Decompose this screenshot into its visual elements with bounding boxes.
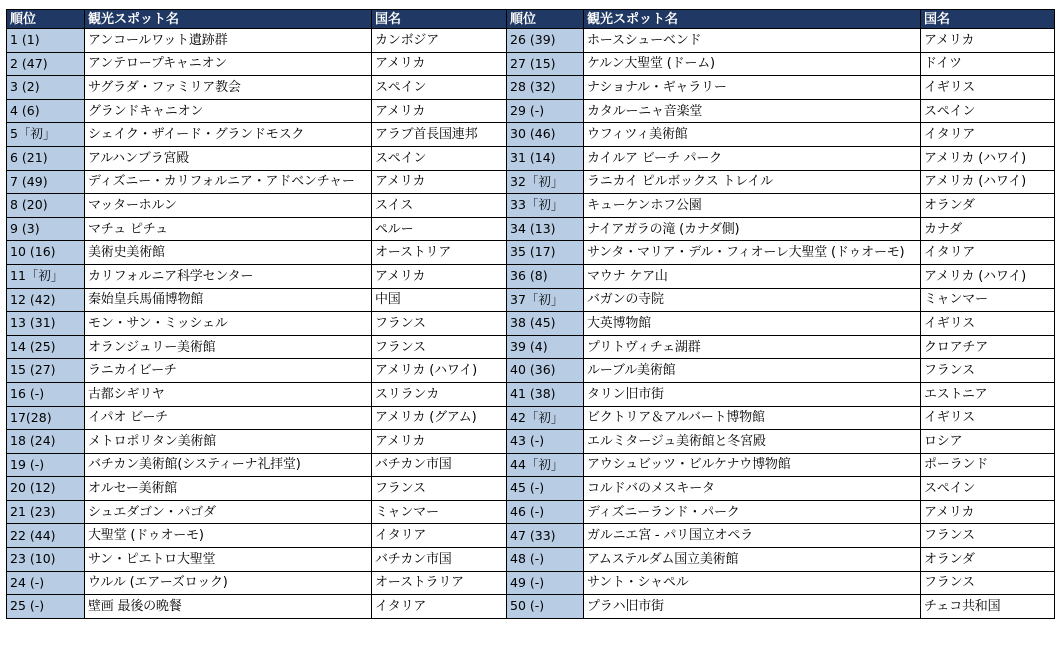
rank-cell: 19 (-): [7, 453, 85, 477]
spot-name-cell: ナショナル・ギャラリー: [584, 76, 921, 100]
country-cell: イタリア: [372, 595, 507, 619]
country-cell: ミャンマー: [372, 500, 507, 524]
rank-cell: 4 (6): [7, 99, 85, 123]
table-body: [7, 29, 1055, 619]
table-row: [7, 382, 1055, 406]
rank-cell: 32「初」: [507, 170, 584, 194]
spot-name-cell: 古都シギリヤ: [85, 382, 372, 406]
table-row: [7, 194, 1055, 218]
rank-cell: 35 (17): [507, 241, 584, 265]
table-row: [7, 430, 1055, 454]
spot-name-cell: 大英博物館: [584, 312, 921, 336]
table-header-row: [7, 10, 1055, 29]
name-header-right: 観光スポット名: [584, 10, 921, 29]
spot-name-cell: オルセー美術館: [85, 477, 372, 501]
spot-name-cell: イパオ ビーチ: [85, 406, 372, 430]
table-row: [7, 477, 1055, 501]
rank-cell: 42「初」: [507, 406, 584, 430]
rank-cell: 41 (38): [507, 382, 584, 406]
spot-name-cell: サグラダ・ファミリア教会: [85, 76, 372, 100]
rank-cell: 48 (-): [507, 548, 584, 572]
table-row: [7, 241, 1055, 265]
spot-name-cell: バチカン美術館(システィーナ礼拝堂): [85, 453, 372, 477]
spot-name-cell: カタルーニャ音楽堂: [584, 99, 921, 123]
spot-name-cell: モン・サン・ミッシェル: [85, 312, 372, 336]
spot-name-cell: サンタ・マリア・デル・フィオーレ大聖堂 (ドゥオーモ): [584, 241, 921, 265]
rank-cell: 45 (-): [507, 477, 584, 501]
spot-name-cell: ガルニエ宮 - パリ国立オペラ: [584, 524, 921, 548]
country-cell: アメリカ: [921, 29, 1055, 53]
table-row: [7, 312, 1055, 336]
rank-cell: 40 (36): [507, 359, 584, 383]
spot-name-cell: エルミタージュ美術館と冬宮殿: [584, 430, 921, 454]
spot-name-cell: マッターホルン: [85, 194, 372, 218]
table-row: [7, 524, 1055, 548]
country-cell: アメリカ (グアム): [372, 406, 507, 430]
table-row: [7, 146, 1055, 170]
country-cell: ペルー: [372, 217, 507, 241]
country-cell: エストニア: [921, 382, 1055, 406]
spot-name-cell: ラニカイ ピルボックス トレイル: [584, 170, 921, 194]
table-row: [7, 595, 1055, 619]
country-cell: オーストラリア: [372, 571, 507, 595]
country-cell: スリランカ: [372, 382, 507, 406]
spot-name-cell: ケルン大聖堂 (ドーム): [584, 52, 921, 76]
spot-name-cell: アンテロープキャニオン: [85, 52, 372, 76]
table-row: [7, 123, 1055, 147]
table-row: [7, 288, 1055, 312]
country-cell: イギリス: [921, 406, 1055, 430]
country-cell: イギリス: [921, 312, 1055, 336]
rank-cell: 29 (-): [507, 99, 584, 123]
rank-cell: 38 (45): [507, 312, 584, 336]
country-header-left: 国名: [372, 10, 507, 29]
country-cell: フランス: [372, 335, 507, 359]
country-cell: イタリア: [372, 524, 507, 548]
country-cell: スイス: [372, 194, 507, 218]
spot-name-cell: アルハンブラ宮殿: [85, 146, 372, 170]
rank-cell: 26 (39): [507, 29, 584, 53]
country-cell: ロシア: [921, 430, 1055, 454]
table-row: [7, 359, 1055, 383]
rank-cell: 50 (-): [507, 595, 584, 619]
rank-cell: 3 (2): [7, 76, 85, 100]
rank-cell: 1 (1): [7, 29, 85, 53]
table-row: [7, 52, 1055, 76]
country-cell: アメリカ: [372, 264, 507, 288]
table-row: [7, 500, 1055, 524]
country-cell: バチカン市国: [372, 548, 507, 572]
country-cell: スペイン: [921, 99, 1055, 123]
rank-cell: 37「初」: [507, 288, 584, 312]
country-cell: イギリス: [921, 76, 1055, 100]
rank-cell: 2 (47): [7, 52, 85, 76]
spot-name-cell: ラニカイビーチ: [85, 359, 372, 383]
rank-cell: 8 (20): [7, 194, 85, 218]
table-row: [7, 264, 1055, 288]
table-row: [7, 548, 1055, 572]
country-cell: フランス: [921, 359, 1055, 383]
rank-cell: 13 (31): [7, 312, 85, 336]
rank-cell: 5「初」: [7, 123, 85, 147]
spot-name-cell: バガンの寺院: [584, 288, 921, 312]
table-row: [7, 217, 1055, 241]
country-cell: イタリア: [921, 241, 1055, 265]
rank-cell: 39 (4): [507, 335, 584, 359]
spot-name-cell: 壁画 最後の晩餐: [85, 595, 372, 619]
spot-name-cell: アムステルダム国立美術館: [584, 548, 921, 572]
country-cell: オーストリア: [372, 241, 507, 265]
country-cell: フランス: [372, 477, 507, 501]
country-cell: フランス: [372, 312, 507, 336]
country-cell: ミャンマー: [921, 288, 1055, 312]
rank-cell: 24 (-): [7, 571, 85, 595]
spot-name-cell: シェイク・ザイード・グランドモスク: [85, 123, 372, 147]
rank-cell: 44「初」: [507, 453, 584, 477]
spot-name-cell: ウルル (エアーズロック): [85, 571, 372, 595]
country-cell: アメリカ (ハワイ): [921, 170, 1055, 194]
rank-cell: 7 (49): [7, 170, 85, 194]
rank-cell: 23 (10): [7, 548, 85, 572]
country-cell: カンボジア: [372, 29, 507, 53]
country-cell: カナダ: [921, 217, 1055, 241]
rank-cell: 17(28): [7, 406, 85, 430]
rank-cell: 10 (16): [7, 241, 85, 265]
spot-name-cell: メトロポリタン美術館: [85, 430, 372, 454]
ranking-table: [6, 9, 1055, 619]
table-row: [7, 76, 1055, 100]
spot-name-cell: カイルア ビーチ パーク: [584, 146, 921, 170]
spot-name-cell: キューケンホフ公園: [584, 194, 921, 218]
rank-cell: 43 (-): [507, 430, 584, 454]
table-row: [7, 571, 1055, 595]
country-cell: アメリカ (ハワイ): [921, 264, 1055, 288]
table-row: [7, 29, 1055, 53]
spot-name-cell: グランドキャニオン: [85, 99, 372, 123]
country-cell: アメリカ: [372, 52, 507, 76]
country-cell: ドイツ: [921, 52, 1055, 76]
country-cell: アメリカ: [372, 430, 507, 454]
rank-cell: 12 (42): [7, 288, 85, 312]
country-header-right: 国名: [921, 10, 1055, 29]
country-cell: スペイン: [372, 146, 507, 170]
rank-cell: 25 (-): [7, 595, 85, 619]
spot-name-cell: 美術史美術館: [85, 241, 372, 265]
spot-name-cell: タリン旧市街: [584, 382, 921, 406]
spot-name-cell: シュエダゴン・パゴダ: [85, 500, 372, 524]
rank-cell: 46 (-): [507, 500, 584, 524]
country-cell: アメリカ: [372, 170, 507, 194]
spot-name-cell: アウシュビッツ・ビルケナウ博物館: [584, 453, 921, 477]
country-cell: ポーランド: [921, 453, 1055, 477]
rank-cell: 11「初」: [7, 264, 85, 288]
spot-name-cell: コルドバのメスキータ: [584, 477, 921, 501]
rank-cell: 15 (27): [7, 359, 85, 383]
country-cell: オランダ: [921, 548, 1055, 572]
table-row: [7, 170, 1055, 194]
name-header-left: 観光スポット名: [85, 10, 372, 29]
rank-cell: 21 (23): [7, 500, 85, 524]
spot-name-cell: アンコールワット遺跡群: [85, 29, 372, 53]
rank-cell: 22 (44): [7, 524, 85, 548]
country-cell: イタリア: [921, 123, 1055, 147]
table-row: [7, 453, 1055, 477]
rank-cell: 47 (33): [507, 524, 584, 548]
country-cell: チェコ共和国: [921, 595, 1055, 619]
rank-cell: 14 (25): [7, 335, 85, 359]
rank-header-right: 順位: [507, 10, 584, 29]
country-cell: バチカン市国: [372, 453, 507, 477]
spot-name-cell: ホースシューベンド: [584, 29, 921, 53]
spot-name-cell: 秦始皇兵馬俑博物館: [85, 288, 372, 312]
country-cell: スペイン: [921, 477, 1055, 501]
spot-name-cell: プリトヴィチェ湖群: [584, 335, 921, 359]
country-cell: アメリカ: [921, 500, 1055, 524]
rank-cell: 31 (14): [507, 146, 584, 170]
rank-cell: 49 (-): [507, 571, 584, 595]
spot-name-cell: カリフォルニア科学センター: [85, 264, 372, 288]
spot-name-cell: ビクトリア＆アルバート博物館: [584, 406, 921, 430]
spot-name-cell: ナイアガラの滝 (カナダ側): [584, 217, 921, 241]
country-cell: アラブ首長国連邦: [372, 123, 507, 147]
spot-name-cell: マウナ ケア山: [584, 264, 921, 288]
country-cell: フランス: [921, 524, 1055, 548]
rank-cell: 28 (32): [507, 76, 584, 100]
spot-name-cell: サン・ピエトロ大聖堂: [85, 548, 372, 572]
spot-name-cell: プラハ旧市街: [584, 595, 921, 619]
rank-cell: 6 (21): [7, 146, 85, 170]
rank-cell: 33「初」: [507, 194, 584, 218]
rank-cell: 16 (-): [7, 382, 85, 406]
rank-cell: 20 (12): [7, 477, 85, 501]
rank-cell: 34 (13): [507, 217, 584, 241]
table-row: [7, 335, 1055, 359]
rank-header-left: 順位: [7, 10, 85, 29]
spot-name-cell: サント・シャペル: [584, 571, 921, 595]
spot-name-cell: オランジュリー美術館: [85, 335, 372, 359]
table-row: [7, 99, 1055, 123]
spot-name-cell: ディズニーランド・パーク: [584, 500, 921, 524]
rank-cell: 9 (3): [7, 217, 85, 241]
country-cell: アメリカ: [372, 99, 507, 123]
rank-cell: 18 (24): [7, 430, 85, 454]
country-cell: スペイン: [372, 76, 507, 100]
rank-cell: 30 (46): [507, 123, 584, 147]
country-cell: クロアチア: [921, 335, 1055, 359]
table-row: [7, 406, 1055, 430]
spot-name-cell: ディズニー・カリフォルニア・アドベンチャー: [85, 170, 372, 194]
country-cell: アメリカ (ハワイ): [372, 359, 507, 383]
rank-cell: 36 (8): [507, 264, 584, 288]
spot-name-cell: ウフィツィ美術館: [584, 123, 921, 147]
rank-cell: 27 (15): [507, 52, 584, 76]
country-cell: フランス: [921, 571, 1055, 595]
country-cell: アメリカ (ハワイ): [921, 146, 1055, 170]
spot-name-cell: マチュ ピチュ: [85, 217, 372, 241]
country-cell: 中国: [372, 288, 507, 312]
spot-name-cell: ルーブル美術館: [584, 359, 921, 383]
country-cell: オランダ: [921, 194, 1055, 218]
spot-name-cell: 大聖堂 (ドゥオーモ): [85, 524, 372, 548]
